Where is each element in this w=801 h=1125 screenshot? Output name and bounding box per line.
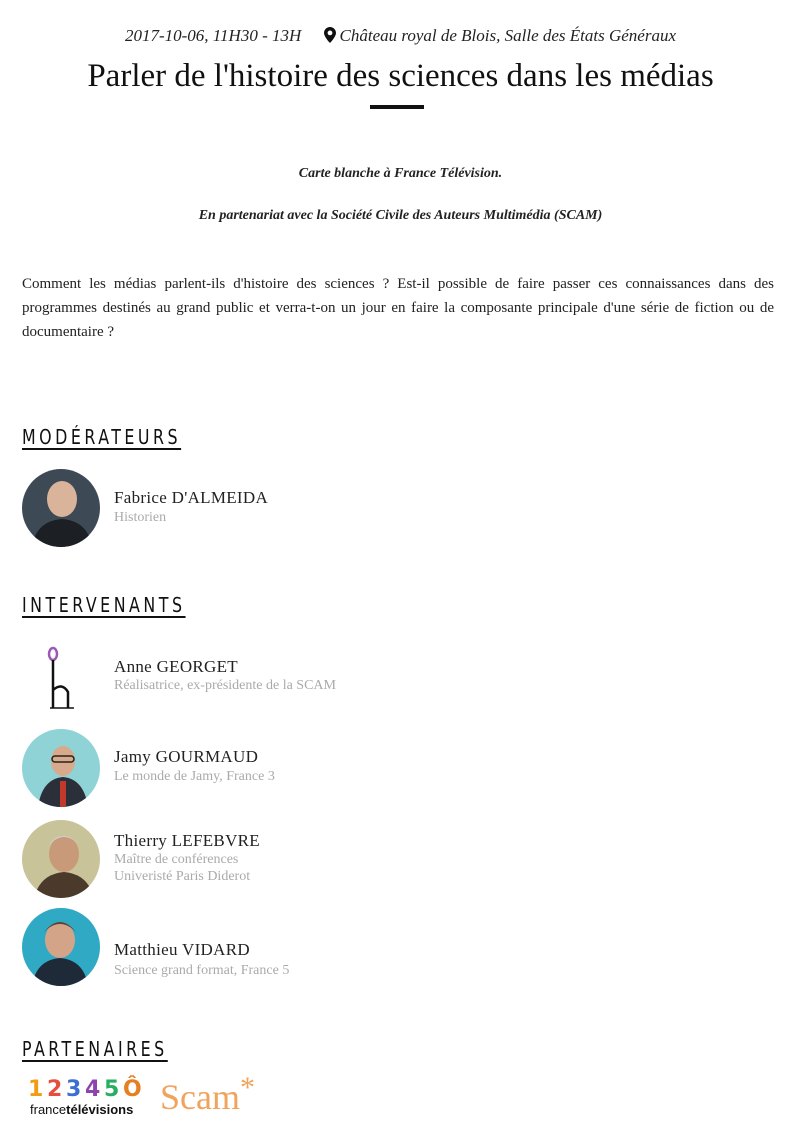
avatar	[22, 908, 100, 986]
speaker-card[interactable]	[22, 908, 622, 988]
lead-carte-blanche: Carte blanche à France Télévision.	[298, 166, 503, 181]
person-name: Matthieu VIDARD	[114, 940, 250, 959]
speaker-card[interactable]	[22, 820, 622, 900]
svg-text:4: 4	[85, 1077, 101, 1102]
person-affiliation: Univeristé Paris Diderot	[114, 869, 251, 884]
avatar	[22, 469, 100, 547]
person-name: Anne GEORGET	[114, 657, 238, 676]
lead-partnership: En partenariat avec la Société Civile des Auteurs Multimédia (SCAM)	[198, 208, 603, 223]
scam-star-icon: *	[239, 1071, 255, 1104]
svg-text:francetélévisions: francetélévisions	[30, 1102, 134, 1117]
person-name: Fabrice D'ALMEIDA	[114, 488, 269, 507]
svg-text:Ô: Ô	[123, 1077, 142, 1102]
svg-text:2: 2	[47, 1077, 63, 1102]
person-role: Science grand format, France 5	[114, 963, 290, 978]
event-description: Comment les médias parlent-ils d'histoire des sciences ? Est-il possible de faire passer ces connaissances dans des programmes destinés au grand public et verra-t-on un jour en faire la composante principale d'une série de fiction ou de documentaire ?	[22, 276, 774, 340]
section-speakers-heading: INTERVENANTS	[22, 593, 186, 617]
avatar	[22, 729, 100, 807]
event-location: Château royal de Blois, Salle des États Généraux	[339, 26, 676, 45]
section-moderators-heading: MODÉRATEURS	[22, 425, 182, 449]
person-name: Jamy GOURMAUD	[114, 747, 259, 766]
svg-text:3: 3	[66, 1077, 82, 1102]
avatar	[22, 820, 100, 898]
svg-text:1: 1	[28, 1077, 44, 1102]
person-role: Maître de conférences	[114, 852, 239, 867]
person-role: Historien	[114, 510, 167, 525]
france-televisions-logo[interactable]	[28, 1074, 146, 1118]
svg-text:5: 5	[104, 1077, 120, 1102]
event-meta	[0, 26, 801, 48]
person-role: Réalisatrice, ex-présidente de la SCAM	[114, 678, 336, 693]
map-pin-icon	[324, 27, 336, 48]
speaker-card[interactable]	[22, 729, 622, 809]
scam-logo[interactable]	[160, 1071, 255, 1118]
event-date-time: 2017-10-06, 11H30 - 13H	[124, 26, 302, 45]
moderator-card[interactable]	[22, 469, 622, 549]
title-divider	[370, 105, 424, 109]
page-title: Parler de l'histoire des sciences dans les médias	[87, 58, 714, 94]
avatar-placeholder	[22, 640, 100, 718]
speaker-card[interactable]	[22, 640, 622, 720]
scam-wordmark: Scam	[160, 1077, 240, 1117]
person-name: Thierry LEFEBVRE	[114, 831, 260, 850]
section-partners-heading: PARTENAIRES	[22, 1037, 168, 1061]
person-role: Le monde de Jamy, France 3	[114, 769, 275, 784]
